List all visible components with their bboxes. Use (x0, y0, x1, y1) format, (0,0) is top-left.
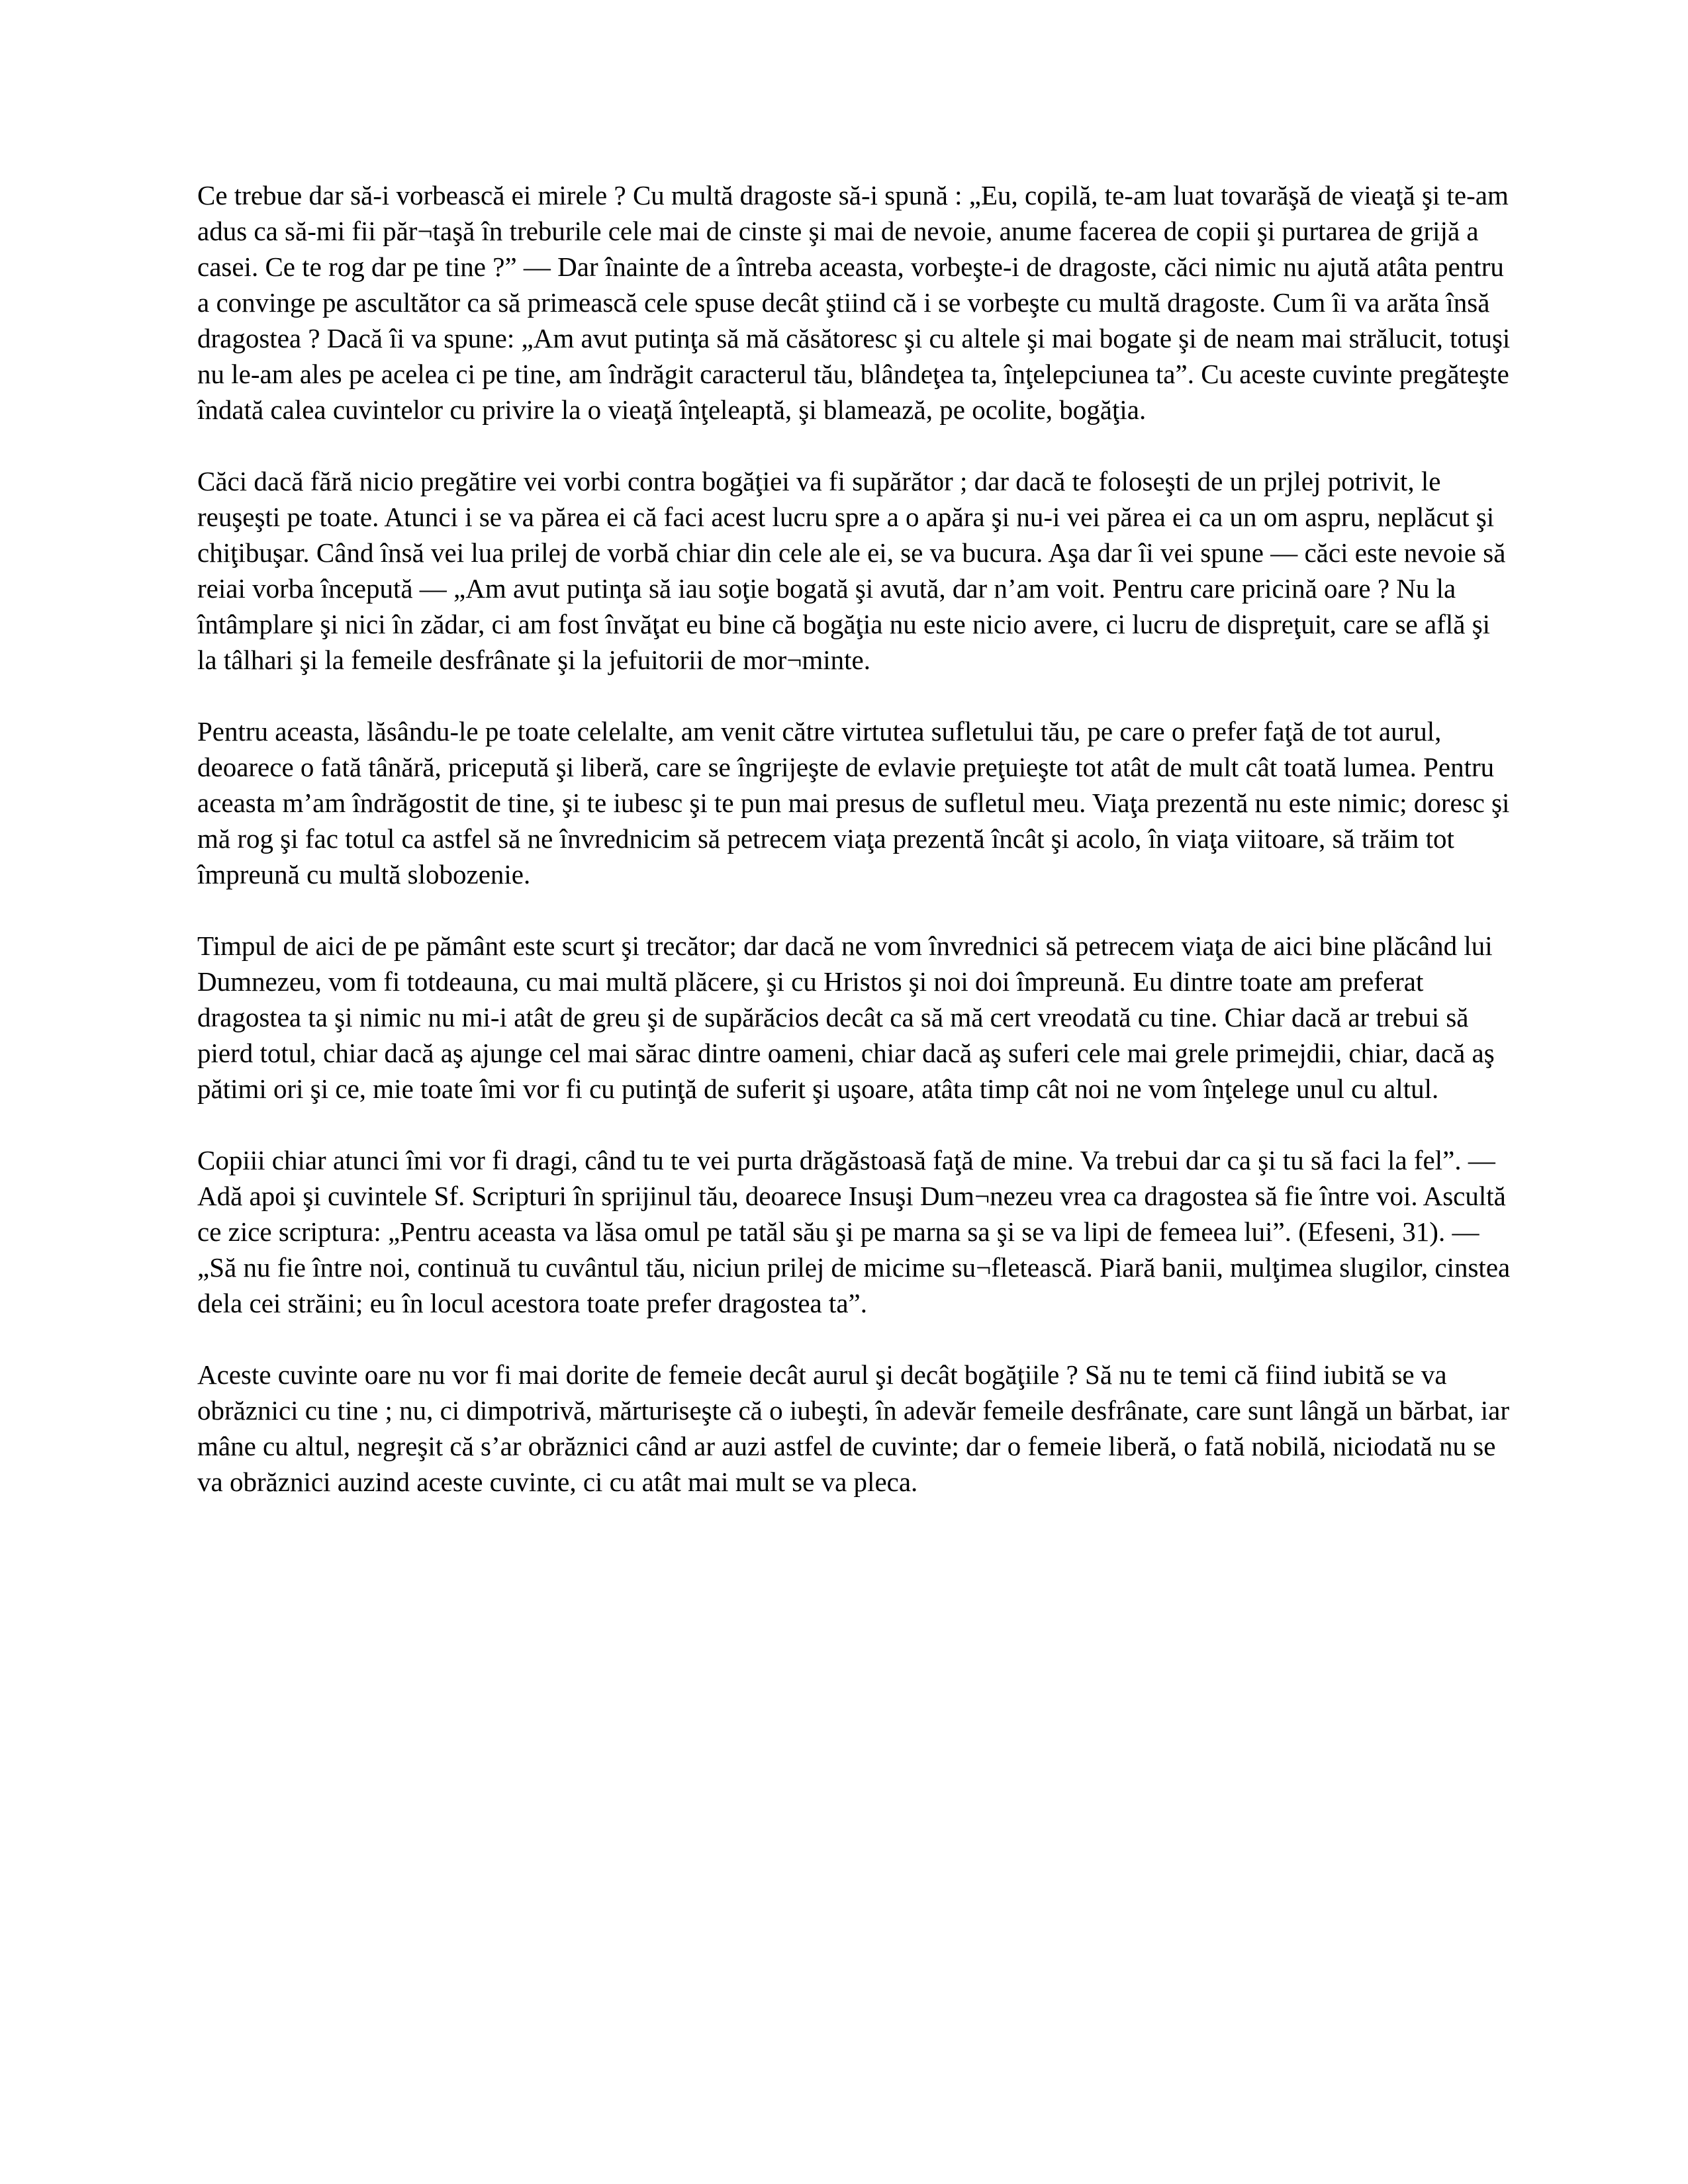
paragraph: Ce trebue dar să-i vorbească ei mirele ? Cu multă dragoste să-i spună : „Eu, copilă, te-am luat tovarăşă de vieaţă şi te-am adus ca să-mi fii păr¬taşă în treburile cele mai de cinste şi mai de nevoie, anume facerea de copii şi purtarea de grijă a casei. Ce te rog dar pe tine ?” — Dar înainte de a întreba aceasta, vorbeşte-i de dragoste, căci nimic nu ajută atâta pentru a convinge pe ascultător ca să primească cele spuse decât ştiind că i se vorbeşte cu multă dragoste. Cum îi va arăta însă dragostea ? Dacă îi va spune: „Am avut putinţa să mă căsătoresc şi cu altele şi mai bogate şi de neam mai strălucit, totuşi nu le-am ales pe acelea ci pe tine, am îndrăgit caracterul tău, blândeţea ta, înţelepciunea ta”. Cu aceste cuvinte pregăteşte îndată calea cuvintelor cu privire la o vieaţă înţeleaptă, şi blamează, pe ocolite, bogăţia. (197, 180, 1511, 425)
paragraph: Timpul de aici de pe pământ este scurt şi trecător; dar dacă ne vom învrednici să petrecem viaţa de aici bine plăcând lui Dumnezeu, vom fi totdeauna, cu mai multă plăcere, şi cu Hristos şi noi doi împreună. Eu dintre toate am preferat dragostea ta şi nimic nu mi-i atât de greu şi de supărăcios decât ca să mă cert vreodată cu tine. Chiar dacă ar trebui să pierd totul, chiar dacă aş ajunge cel mai sărac dintre oameni, chiar dacă aş suferi cele mai grele primejdii, chiar, dacă aş pătimi ori şi ce, mie toate îmi vor fi cu putinţă de suferit şi uşoare, atâta timp cât noi ne vom înţelege unul cu altul. (197, 931, 1495, 1104)
paragraph: Căci dacă fără nicio pregătire vei vorbi contra bogăţiei va fi supărător ; dar dacă te foloseşti de un prjlej potrivit, le reuşeşti pe toate. Atunci i se va părea ei că faci acest lucru spre a o apăra şi nu-i vei părea ei ca un om aspru, neplăcut şi chiţibuşar. Când însă vei lua prilej de vorbă chiar din cele ale ei, se va bucura. Aşa dar îi vei spune — căci este nevoie să reiai vorba începută — „Am avut putinţa să iau soţie bogată şi avută, dar n’am voit. Pentru care pricină oare ? Nu la întâmplare şi nici în zădar, ci am fost învăţat eu bine că bogăţia nu este nicio avere, ci lucru de dispreţuit, care se află şi la tâlhari şi la femeile desfrânate şi la jefuitorii de mor¬minte. (197, 466, 1506, 675)
text-content (197, 177, 1511, 1535)
paragraph: Copiii chiar atunci îmi vor fi dragi, când tu te vei purta drăgăstoasă faţă de mine. Va trebui dar ca şi tu să faci la fel”. — Adă apoi şi cuvintele Sf. Scripturi în sprijinul tău, deoarece Insuşi Dum¬nezeu vrea ca dragostea să fie între voi. Ascultă ce zice scriptura: „Pentru aceasta va lăsa omul pe tatăl său şi pe marna sa şi se va lipi de femeea lui”. (Efeseni, 31). — „Să nu fie între noi, continuă tu cuvântul tău, niciun prilej de micime su¬fletească. Piară banii, mulţimea slugilor, cinstea dela cei străini; eu în locul acestora toate prefer dragostea ta”. (197, 1145, 1511, 1318)
paragraph: Aceste cuvinte oare nu vor fi mai dorite de femeie decât aurul şi decât bogăţiile ? Să nu te temi că fiind iubită se va obrăznici cu tine ; nu, ci dimpotrivă, mărturiseşte că o iubeşti, în adevăr femeile desfrânate, care sunt lângă un bărbat, iar mâne cu altul, negreşit că s’ar obrăznici când ar auzi astfel de cuvinte; dar o femeie liberă, o fată nobilă, niciodată nu se va obrăznici auzind aceste cuvinte, ci cu atât mai mult se va pleca. (197, 1359, 1510, 1497)
paragraph: Pentru aceasta, lăsându-le pe toate celelalte, am venit către virtutea sufletului tău, pe care o prefer faţă de tot aurul, deoarece o fată tânără, pricepută şi liberă, care se îngrijeşte de evlavie preţuieşte tot atât de mult cât toată lumea. Pentru aceasta m’am îndrăgostit de tine, şi te iubesc şi te pun mai presus de sufletul meu. Viaţa prezentă nu este nimic; doresc şi mă rog şi fac totul ca astfel să ne învrednicim să petrecem viaţa prezentă încât şi acolo, în viaţa viitoare, să trăim tot împreună cu multă slobozenie. (197, 716, 1510, 889)
